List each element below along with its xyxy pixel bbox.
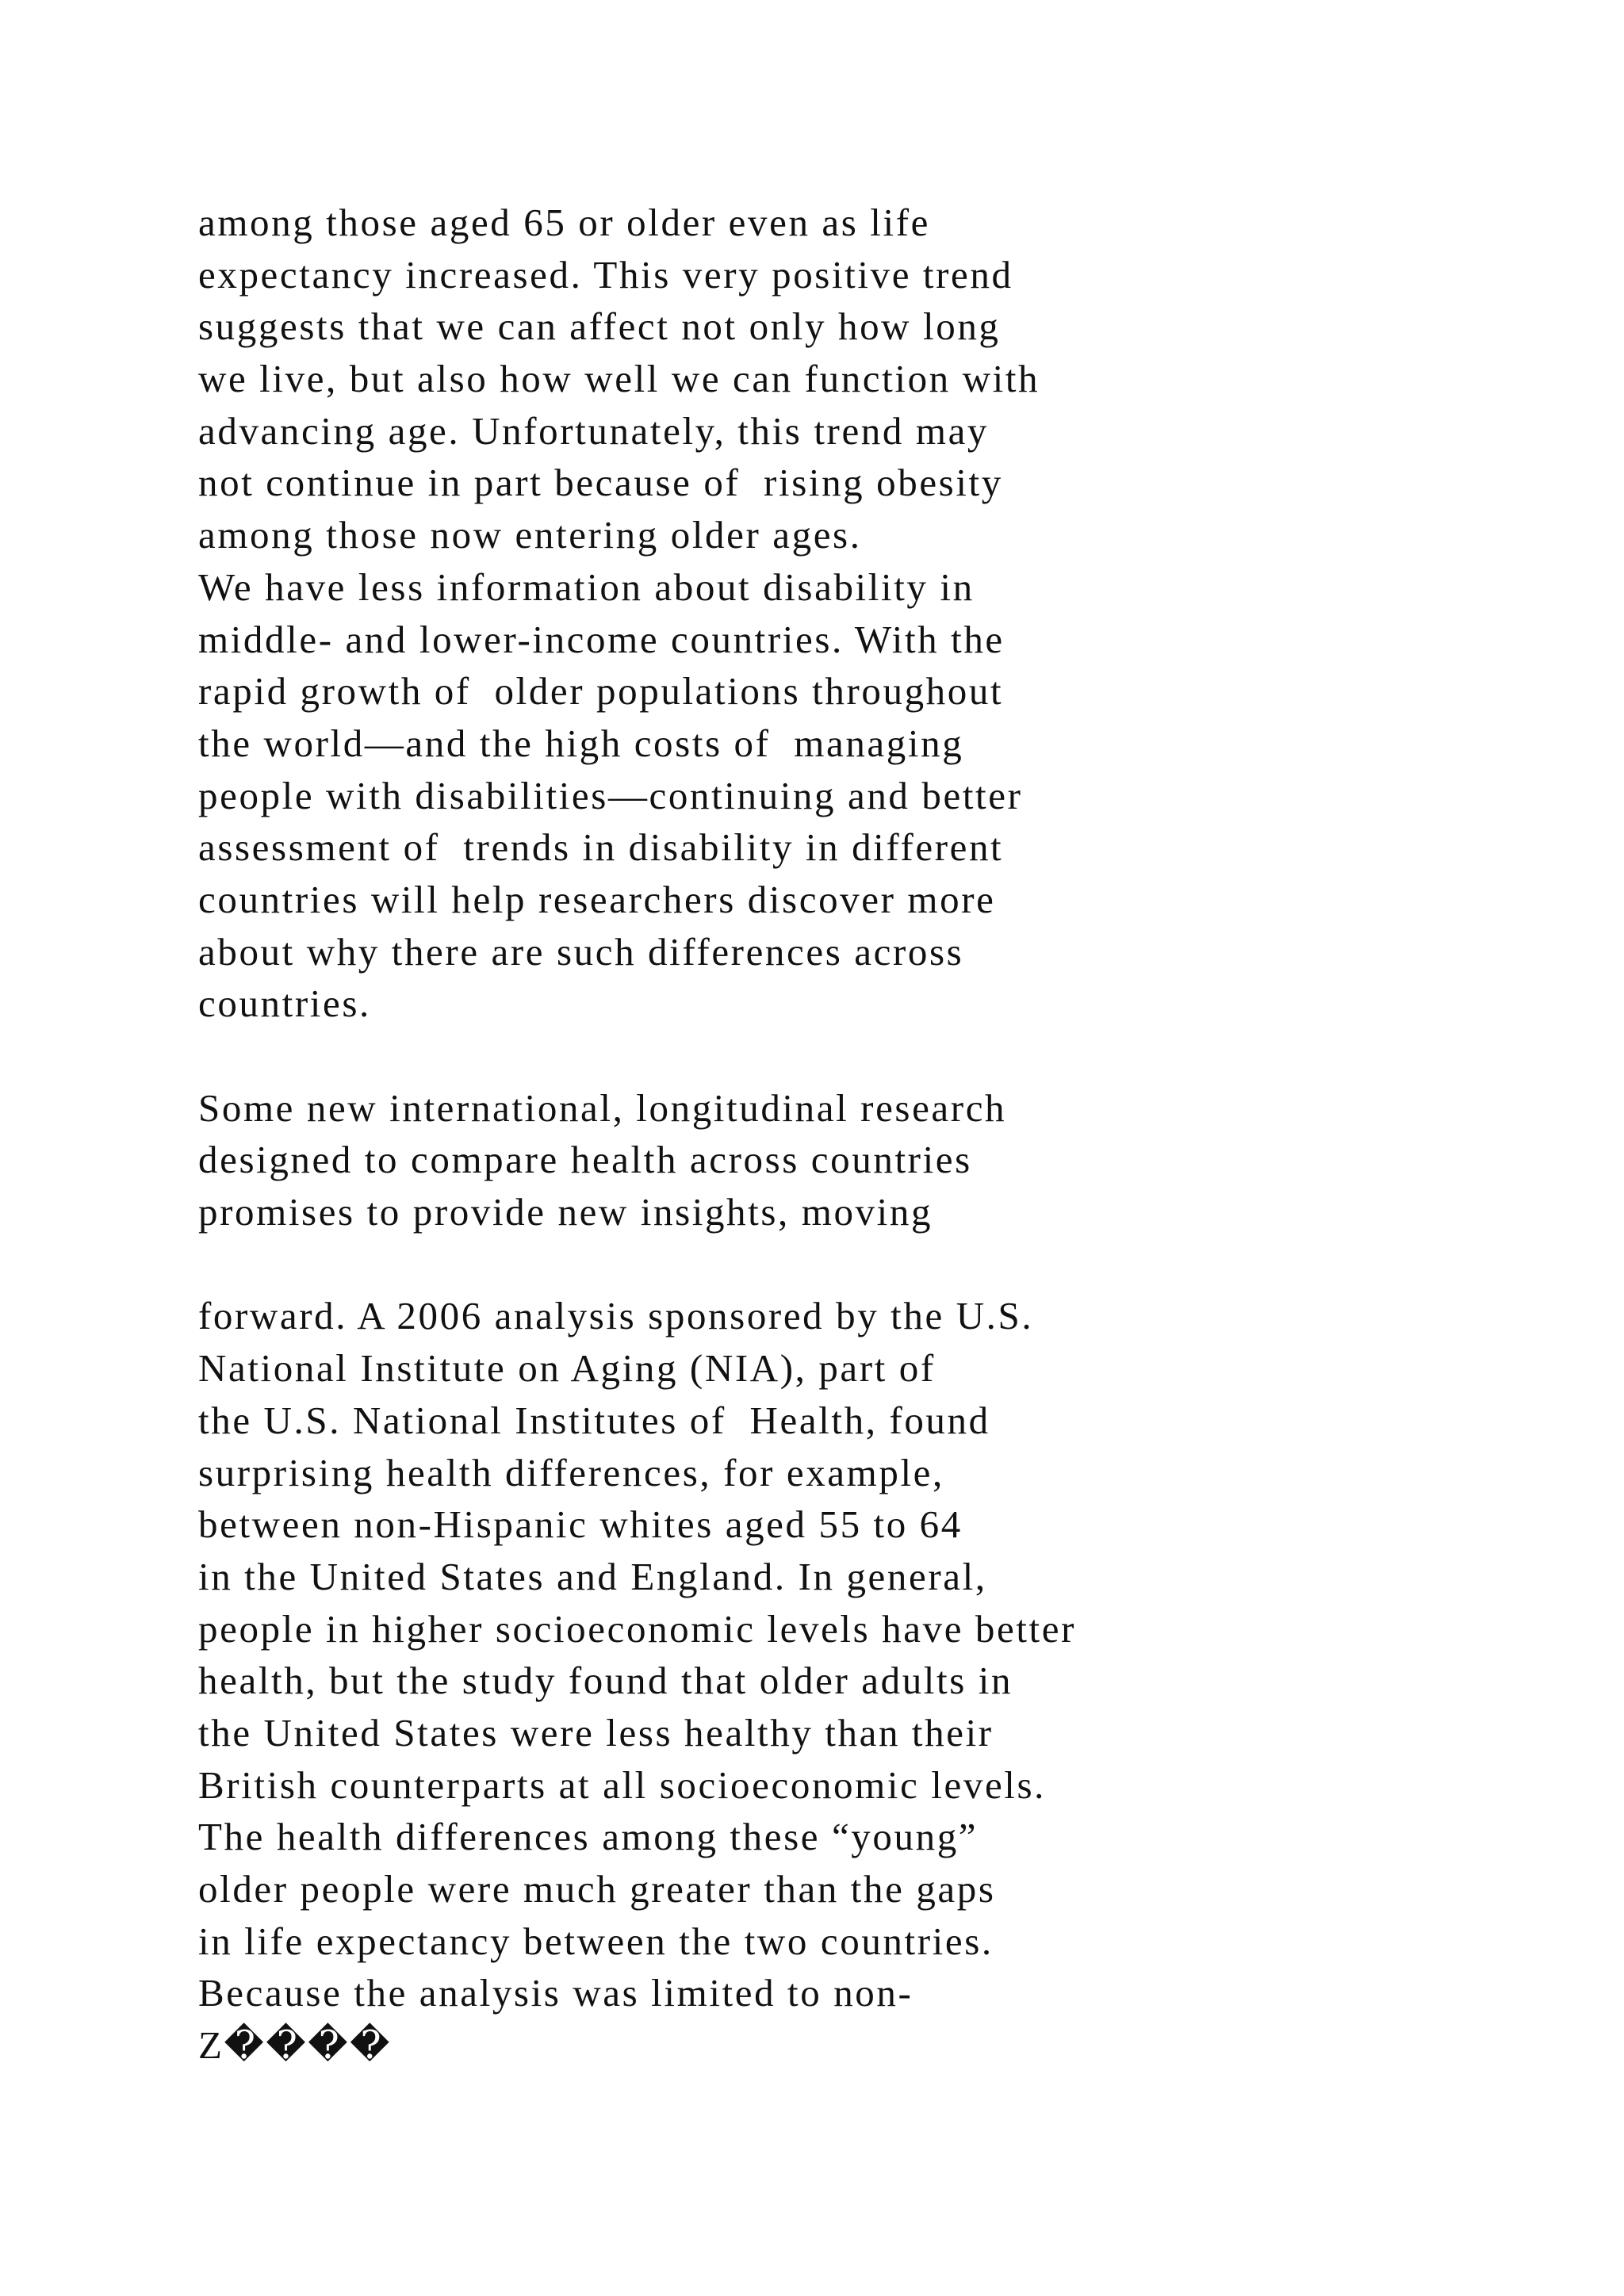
text-line: expectancy increased. This very positive trend: [198, 252, 1013, 297]
text-line: promises to provide new insights, moving: [198, 1190, 933, 1234]
body-text: [198, 197, 1586, 2072]
text-line: we live, but also how well we can function with: [198, 357, 1040, 401]
text-line: middle- and lower-income countries. With the: [198, 617, 1005, 661]
text-line: We have less information about disability in: [198, 564, 975, 609]
text-line: designed to compare health across countries: [198, 1138, 972, 1182]
text-line: people with disabilities—continuing and better: [198, 773, 1023, 817]
text-line: among those aged 65 or older even as life: [198, 201, 930, 244]
text-line: older people were much greater than the gaps: [198, 1867, 996, 1911]
text-line: the world—and the high costs of managing: [198, 721, 964, 765]
blank-line: [198, 1030, 1586, 1082]
text-line: assessment of trends in disability in different: [198, 825, 1004, 870]
text-line: Because the analysis was limited to non-: [198, 1971, 914, 2015]
text-line: between non-Hispanic whites aged 55 to 64: [198, 1502, 963, 1547]
blank-line: [198, 1238, 1586, 1291]
text-line: the U.S. National Institutes of Health, found: [198, 1398, 990, 1442]
text-line: advancing age. Unfortunately, this trend may: [198, 408, 990, 453]
text-line: people in higher socioeconomic levels have better: [198, 1606, 1077, 1651]
text-line: forward. A 2006 analysis sponsored by the U.S.: [198, 1294, 1034, 1338]
text-line: the United States were less healthy than their: [198, 1710, 994, 1755]
text-line: Z����: [198, 2023, 392, 2068]
text-line: The health differences among these “young”: [198, 1815, 979, 1859]
text-line: suggests that we can affect not only how long: [198, 304, 1001, 349]
text-line: rapid growth of older populations throughout: [198, 669, 1004, 714]
text-line: British counterparts at all socioeconomic levels.: [198, 1762, 1047, 1807]
text-line: among those now entering older ages.: [198, 513, 862, 557]
text-line: National Institute on Aging (NIA), part of: [198, 1346, 936, 1391]
text-line: countries will help researchers discover more: [198, 877, 996, 921]
text-line: in the United States and England. In general,: [198, 1554, 987, 1598]
text-line: in life expectancy between the two countries.: [198, 1919, 994, 1963]
text-line: surprising health differences, for example,: [198, 1450, 944, 1494]
text-line: countries.: [198, 982, 371, 1026]
text-line: about why there are such differences across: [198, 929, 964, 974]
text-line: not continue in part because of rising obesity: [198, 461, 1003, 505]
text-line: health, but the study found that older adults in: [198, 1659, 1013, 1703]
text-line: Some new international, longitudinal research: [198, 1085, 1007, 1130]
